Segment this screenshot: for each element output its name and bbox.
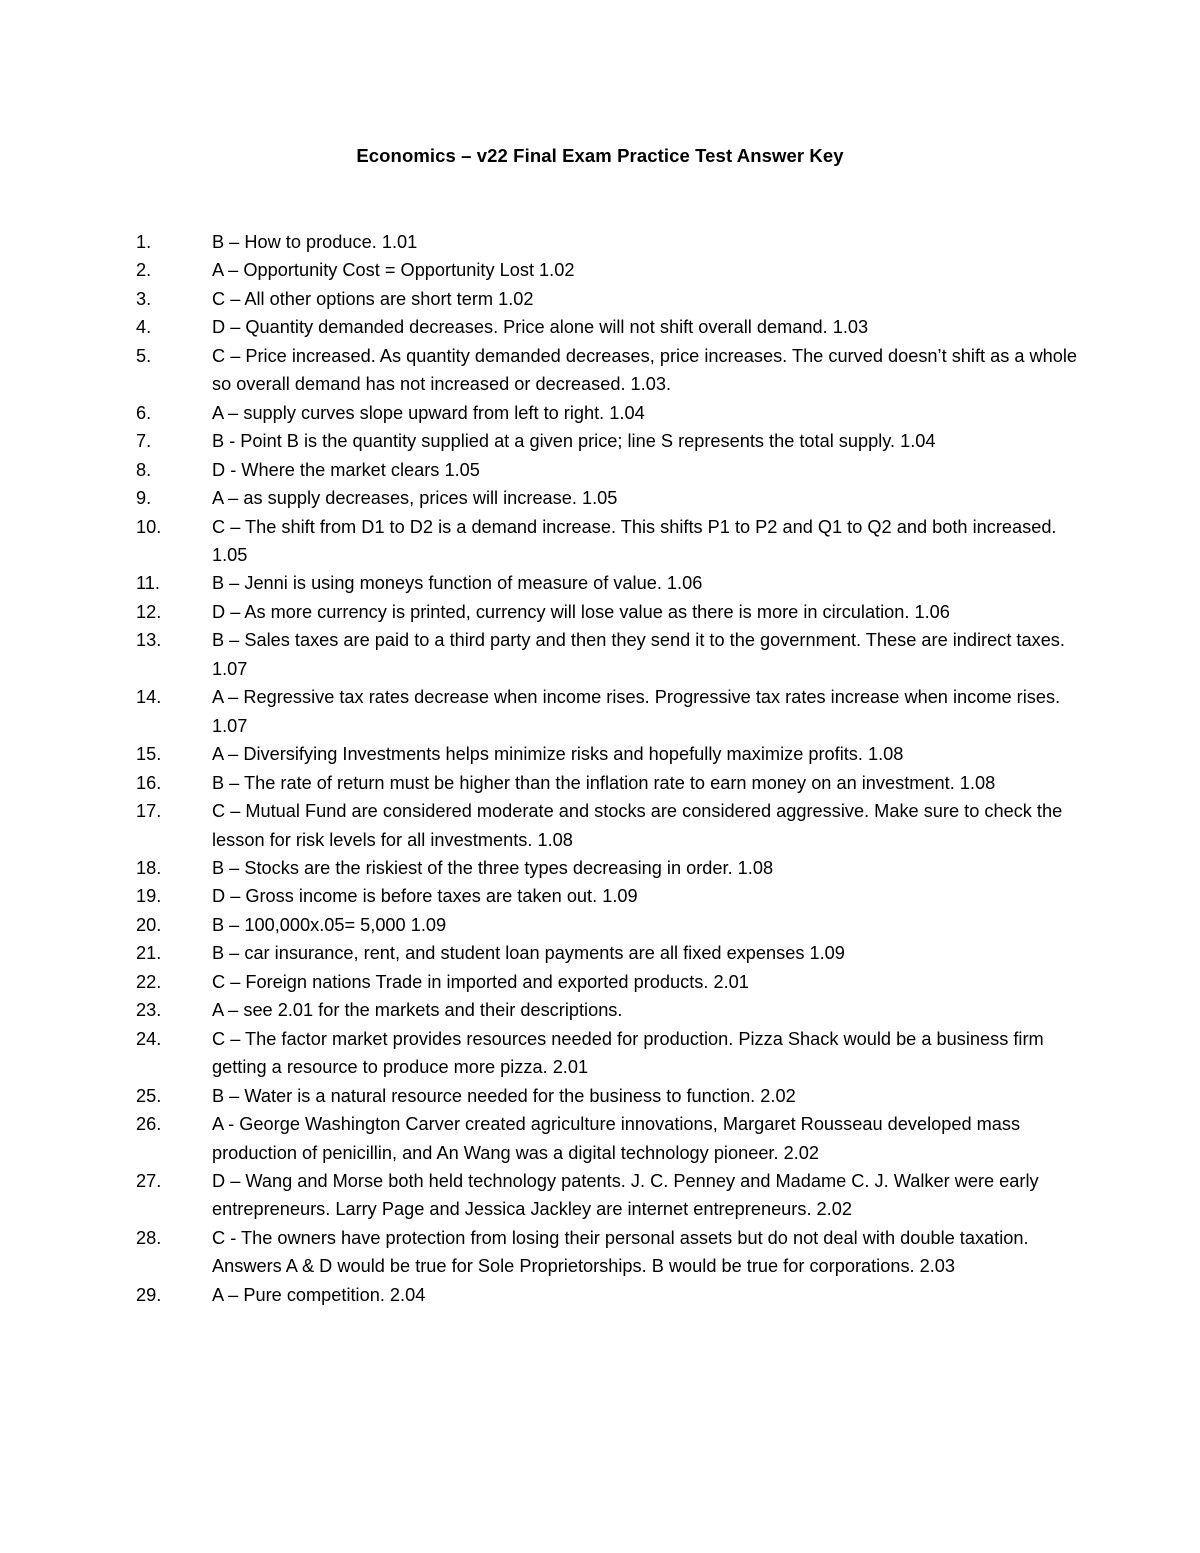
answer-item — [0, 285, 1200, 313]
answer-text: D – Gross income is before taxes are taken out. 1.09 — [212, 886, 638, 907]
answer-item — [0, 683, 1200, 740]
answer-item — [0, 1025, 1200, 1082]
answer-number: 14. — [136, 687, 162, 708]
answer-text: D – Wang and Morse both held technology patents. J. C. Penney and Madame C. J. Walker were early entrepreneurs. Larry Page and Jessica Jackley are internet entrepreneurs. 2.02 — [212, 1170, 1039, 1220]
answer-text: B - Point B is the quantity supplied at a given price; line S represents the total supply. 1.04 — [212, 431, 936, 452]
answer-number: 13. — [136, 630, 162, 651]
answer-number: 1. — [136, 232, 152, 252]
answer-item — [0, 1281, 1200, 1309]
answer-number: 15. — [136, 744, 162, 765]
document-title: Economics – v22 Final Exam Practice Test Answer Key — [356, 145, 844, 166]
answer-number: 27. — [136, 1170, 162, 1191]
answer-item — [0, 882, 1200, 910]
answer-text: D – Quantity demanded decreases. Price alone will not shift overall demand. 1.03 — [212, 317, 869, 338]
answer-text: C – Foreign nations Trade in imported and exported products. 2.01 — [212, 971, 749, 992]
answer-text: A – as supply decreases, prices will increase. 1.05 — [212, 488, 618, 509]
answer-number: 6. — [136, 402, 152, 423]
answer-item — [0, 968, 1200, 996]
answer-number: 17. — [136, 801, 162, 822]
answer-number: 23. — [136, 1000, 162, 1021]
answer-item — [0, 228, 1200, 256]
answer-item — [0, 1224, 1200, 1281]
answer-number: 11. — [136, 573, 160, 594]
answer-text: A – Pure competition. 2.04 — [212, 1284, 426, 1305]
answer-number: 16. — [136, 772, 162, 793]
answer-number: 2. — [136, 260, 152, 281]
answer-number: 25. — [136, 1085, 162, 1106]
answer-number: 26. — [136, 1114, 162, 1135]
answer-text: D - Where the market clears 1.05 — [212, 459, 480, 480]
answer-number: 19. — [136, 886, 162, 907]
answer-text: C – Mutual Fund are considered moderate and stocks are considered aggressive. Make sure to check the lesson for risk levels for all investments. 1.08 — [212, 801, 1063, 850]
answer-number: 18. — [136, 857, 162, 878]
answer-text: B – Water is a natural resource needed for the business to function. 2.02 — [212, 1085, 796, 1106]
answer-text: A - George Washington Carver created agriculture innovations, Margaret Rousseau developed mass production of penicillin, and An Wang was a digital technology pioneer. 2.02 — [212, 1114, 1021, 1163]
answer-item — [0, 626, 1200, 683]
answer-text: B – Stocks are the riskiest of the three types decreasing in order. 1.08 — [212, 857, 774, 878]
answer-item — [0, 569, 1200, 597]
answer-number: 20. — [136, 914, 162, 935]
answer-text: C – All other options are short term 1.02 — [212, 288, 534, 309]
answer-text: A – Regressive tax rates decrease when income rises. Progressive tax rates increase when income rises. 1.07 — [212, 687, 1061, 736]
answer-item — [0, 1082, 1200, 1110]
answer-item — [0, 769, 1200, 797]
answer-number: 22. — [136, 971, 162, 992]
answer-number: 10. — [136, 516, 162, 537]
answer-item — [0, 513, 1200, 570]
answer-list — [0, 228, 1200, 1309]
answer-number: 21. — [136, 943, 162, 964]
answer-item — [0, 256, 1200, 284]
answer-item — [0, 456, 1200, 484]
answer-item — [0, 484, 1200, 512]
answer-item — [0, 342, 1200, 399]
answer-number: 5. — [136, 345, 152, 366]
answer-item — [0, 313, 1200, 341]
answer-text: D – As more currency is printed, currency will lose value as there is more in circulation. 1.06 — [212, 601, 950, 622]
answer-number: 3. — [136, 288, 152, 309]
answer-number: 29. — [136, 1284, 162, 1305]
answer-item — [0, 399, 1200, 427]
answer-item — [0, 939, 1200, 967]
answer-item — [0, 1167, 1200, 1224]
answer-text: B – car insurance, rent, and student loan payments are all fixed expenses 1.09 — [212, 943, 845, 964]
answer-text: A – Diversifying Investments helps minimize risks and hopefully maximize profits. 1.08 — [212, 744, 904, 765]
answer-item — [0, 911, 1200, 939]
answer-item — [0, 996, 1200, 1024]
answer-text: C – Price increased. As quantity demanded decreases, price increases. The curved doesn’t shift as a whole so overall demand has not increased or decreased. 1.03. — [212, 345, 1078, 395]
answer-number: 24. — [136, 1028, 162, 1049]
answer-item — [0, 1110, 1200, 1167]
answer-text: A – see 2.01 for the markets and their descriptions. — [212, 1000, 623, 1021]
answer-number: 7. — [136, 431, 152, 452]
answer-text: B – Sales taxes are paid to a third party and then they send it to the government. These are indirect taxes. 1.07 — [212, 630, 1065, 679]
answer-item — [0, 740, 1200, 768]
answer-number: 9. — [136, 488, 152, 509]
answer-number: 8. — [136, 459, 152, 480]
answer-text: B – The rate of return must be higher than the inflation rate to earn money on an investment. 1.08 — [212, 772, 996, 793]
answer-item — [0, 854, 1200, 882]
answer-text: C - The owners have protection from losing their personal assets but do not deal with double taxation. Answers A & D would be true for Sole Proprietorships. B would be true for corporations. 2.03 — [212, 1227, 1029, 1277]
answer-text: A – supply curves slope upward from left to right. 1.04 — [212, 402, 645, 423]
answer-text: B – Jenni is using moneys function of measure of value. 1.06 — [212, 573, 703, 594]
answer-number: 12. — [136, 601, 162, 622]
answer-item — [0, 598, 1200, 626]
answer-number: 28. — [136, 1227, 162, 1248]
answer-text: A – Opportunity Cost = Opportunity Lost 1.02 — [212, 260, 575, 281]
answer-number: 4. — [136, 317, 152, 338]
answer-item — [0, 427, 1200, 455]
answer-item — [0, 797, 1200, 854]
answer-text: B – How to produce. 1.01 — [212, 232, 418, 252]
answer-text: C – The shift from D1 to D2 is a demand increase. This shifts P1 to P2 and Q1 to Q2 and both increased. 1.05 — [212, 516, 1057, 565]
answer-text: B – 100,000x.05= 5,000 1.09 — [212, 914, 447, 935]
answer-text: C – The factor market provides resources needed for production. Pizza Shack would be a business firm getting a resource to produce more pizza. 2.01 — [212, 1028, 1044, 1078]
